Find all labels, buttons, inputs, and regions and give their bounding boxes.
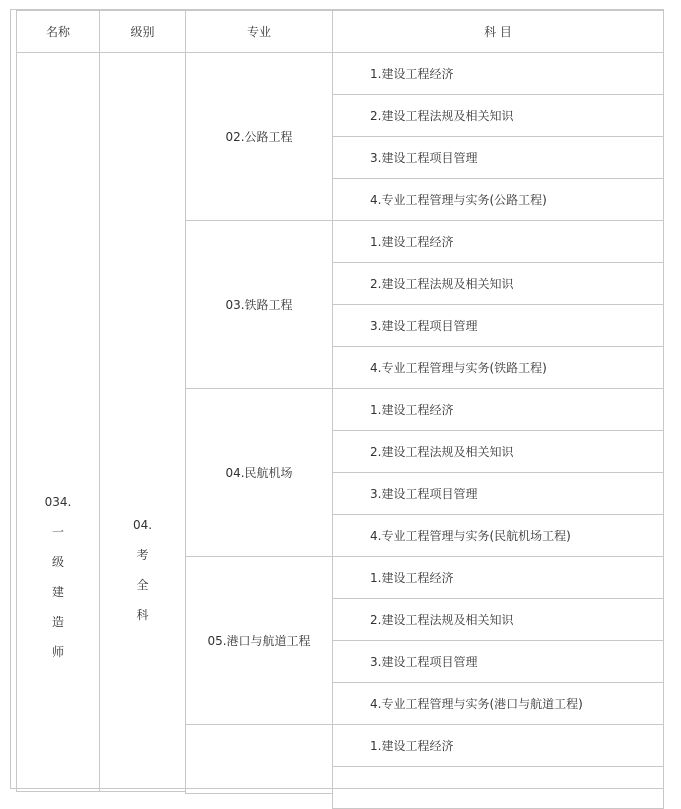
level-line: 科	[136, 607, 149, 622]
subject-cell: 1.建设工程经济	[332, 724, 664, 767]
name-line: 一	[51, 525, 64, 539]
subject-cell: 1.建设工程经济	[332, 220, 664, 263]
level-line: 全	[136, 577, 149, 592]
header-level: 级别	[99, 10, 186, 53]
header-specialty: 专业	[185, 10, 333, 53]
name-line: 级	[51, 555, 64, 569]
subject-cell: 4.专业工程管理与实务(民航机场工程)	[332, 514, 664, 557]
subject-cell: 1.建设工程经济	[332, 52, 664, 95]
level-line: 考	[136, 547, 149, 562]
name-cell	[16, 52, 100, 792]
subject-cell: 2.建设工程法规及相关知识	[332, 598, 664, 641]
specialty-cell	[185, 724, 333, 794]
subject-cell: 3.建设工程项目管理	[332, 472, 664, 515]
subject-cell: 3.建设工程项目管理	[332, 136, 664, 179]
subject-cell	[332, 766, 664, 809]
specialty-cell: 05.港口与航道工程	[185, 556, 333, 725]
level-line: 04.	[132, 517, 153, 532]
header-subject: 科 目	[332, 10, 664, 53]
subject-cell: 4.专业工程管理与实务(铁路工程)	[332, 346, 664, 389]
name-line: 造	[51, 615, 64, 629]
name-line: 师	[51, 645, 64, 659]
specialty-cell: 03.铁路工程	[185, 220, 333, 389]
subject-cell: 1.建设工程经济	[332, 556, 664, 599]
subject-cell: 2.建设工程法规及相关知识	[332, 430, 664, 473]
specialty-cell: 02.公路工程	[185, 52, 333, 221]
subject-cell: 3.建设工程项目管理	[332, 640, 664, 683]
name-line: 034.	[44, 495, 72, 509]
subject-cell: 1.建设工程经济	[332, 388, 664, 431]
name-line: 建	[51, 585, 64, 599]
subject-cell: 4.专业工程管理与实务(公路工程)	[332, 178, 664, 221]
subject-cell: 4.专业工程管理与实务(港口与航道工程)	[332, 682, 664, 725]
level-cell	[99, 52, 186, 792]
header-name: 名称	[16, 10, 100, 53]
subject-cell: 3.建设工程项目管理	[332, 304, 664, 347]
subject-cell: 2.建设工程法规及相关知识	[332, 262, 664, 305]
subject-cell: 2.建设工程法规及相关知识	[332, 94, 664, 137]
specialty-cell: 04.民航机场	[185, 388, 333, 557]
exam-subject-table	[10, 9, 664, 789]
